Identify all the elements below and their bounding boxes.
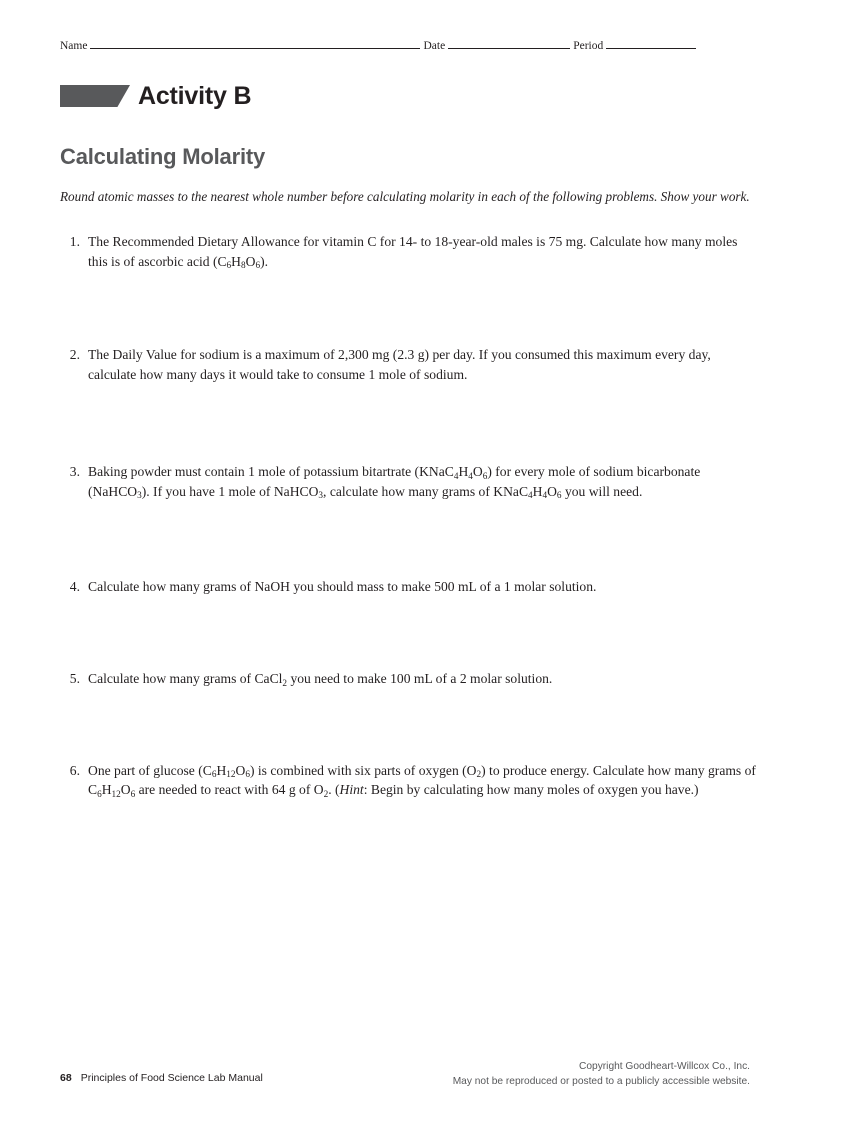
- problem-text: Calculate how many grams of CaCl$_2$ you need to make 100 mL of a 2 molar solution.: [88, 670, 553, 688]
- directions-text: Round atomic masses to the nearest whole number before calculating molarity in each of the following problems. Show your work.: [60, 189, 750, 204]
- problem-item: [60, 577, 760, 597]
- date-input-rule[interactable]: [448, 38, 570, 49]
- problem-item: [60, 669, 760, 689]
- problem-text: Baking powder must contain 1 mole of potassium bitartrate $(KNaC_4H_4O_6)$ for every mole of sodium bicarbonate (NaHCO$_3$). If you have 1 mole of NaHCO$_3$, calculate how many grams of $KNaC_4H_4O_6$ you will need.: [88, 464, 701, 501]
- copyright-line-2: May not be reproduced or posted to a publicly accessible website.: [452, 1075, 750, 1087]
- activity-banner: [60, 82, 251, 110]
- footer-left: [60, 1072, 263, 1084]
- book-title: Principles of Food Science Lab Manual: [80, 1072, 263, 1084]
- problem-text: The Daily Value for sodium is a maximum of 2,300 mg (2.3 g) per day. If you consumed this maximum every day, calculate how many days it would take to consume 1 mole of sodium.: [88, 347, 711, 382]
- problem-number: 6.: [69, 762, 80, 778]
- problem-number: 2.: [69, 347, 80, 363]
- problem-item: [60, 232, 760, 271]
- date-label: Date: [423, 40, 446, 52]
- page-title: Calculating Molarity: [60, 144, 266, 169]
- student-info-row: [60, 38, 750, 52]
- name-input-rule[interactable]: [90, 38, 420, 49]
- problem-number: 4.: [69, 579, 80, 595]
- problem-number: 3.: [69, 464, 80, 480]
- page-number: 68: [60, 1072, 72, 1084]
- activity-title: Activity B: [138, 81, 252, 110]
- period-input-rule[interactable]: [606, 38, 696, 49]
- problem-list: [60, 232, 760, 800]
- problem-item: [60, 462, 760, 501]
- problem-number: 1.: [69, 234, 80, 249]
- problem-number: 5.: [69, 670, 80, 686]
- copyright-line-1: Copyright Goodheart-Willcox Co., Inc.: [579, 1061, 750, 1072]
- problem-item: [60, 345, 760, 384]
- problem-text: One part of glucose $(C_6H_{12}O_6)$ is combined with six parts of oxygen $(O_2)$ to produce energy. Calculate how many grams of $C_6H_{12}O_6$ are needed to react with 64 g of $O_2$. (Hint: Begin by calculating how many moles of oxygen you have.): [88, 762, 756, 799]
- copyright-notice: [430, 1060, 750, 1090]
- banner-mark-icon: [60, 85, 130, 107]
- problem-item: [60, 761, 760, 800]
- period-label: Period: [573, 40, 604, 52]
- problem-text: Calculate how many grams of NaOH you should mass to make 500 mL of a 1 molar solution.: [88, 579, 597, 595]
- name-label: Name: [60, 40, 88, 52]
- problem-text: The Recommended Dietary Allowance for vitamin C for 14- to 18-year-old males is 75 mg. Calculate how many moles this is of ascorbic acid $(C_6H_8O_6)$.: [88, 234, 738, 271]
